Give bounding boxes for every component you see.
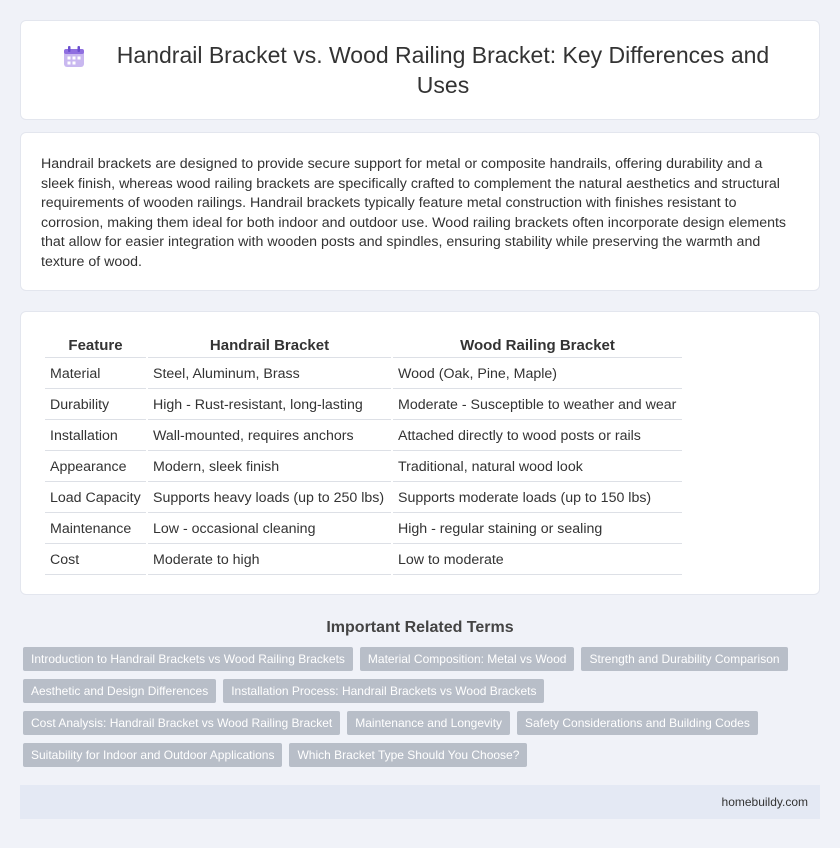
feature-cell: Appearance (45, 453, 146, 482)
table-row (45, 391, 682, 420)
handrail-cell: Steel, Aluminum, Brass (148, 360, 391, 389)
feature-cell: Material (45, 360, 146, 389)
related-term-tag[interactable]: Material Composition: Metal vs Wood (360, 647, 575, 671)
handrail-cell: Modern, sleek finish (148, 453, 391, 482)
wood-cell: Attached directly to wood posts or rails (393, 422, 682, 451)
feature-cell: Durability (45, 391, 146, 420)
table-row (45, 546, 682, 575)
table-row (45, 360, 682, 389)
wood-cell: Supports moderate loads (up to 150 lbs) (393, 484, 682, 513)
wood-cell: Traditional, natural wood look (393, 453, 682, 482)
title-card (20, 20, 820, 120)
related-term-tag[interactable]: Which Bracket Type Should You Choose? (289, 743, 527, 767)
handrail-cell: High - Rust-resistant, long-lasting (148, 391, 391, 420)
wood-cell: Low to moderate (393, 546, 682, 575)
related-term-tag[interactable]: Installation Process: Handrail Brackets vs Wood Brackets (223, 679, 544, 703)
handrail-cell: Moderate to high (148, 546, 391, 575)
related-terms-title: Important Related Terms (326, 619, 514, 636)
intro-card (20, 132, 820, 291)
title-wrap (61, 40, 779, 100)
related-term-tag[interactable]: Safety Considerations and Building Codes (517, 711, 758, 735)
wood-cell: High - regular staining or sealing (393, 515, 682, 544)
feature-cell: Cost (45, 546, 146, 575)
related-terms-list (20, 647, 820, 775)
table-header-row (45, 332, 682, 358)
wood-cell: Moderate - Susceptible to weather and wear (393, 391, 682, 420)
footer (20, 785, 820, 819)
handrail-cell: Low - occasional cleaning (148, 515, 391, 544)
comparison-table (43, 330, 684, 577)
page-title: Handrail Bracket vs. Wood Railing Bracket: Key Differences and Uses (116, 42, 770, 98)
feature-cell: Installation (45, 422, 146, 451)
header-wood-railing-bracket: Wood Railing Bracket (393, 332, 682, 358)
handrail-cell: Wall-mounted, requires anchors (148, 422, 391, 451)
related-term-tag[interactable]: Strength and Durability Comparison (581, 647, 787, 671)
table-row (45, 422, 682, 451)
feature-cell: Maintenance (45, 515, 146, 544)
handrail-cell: Supports heavy loads (up to 250 lbs) (148, 484, 391, 513)
related-term-tag[interactable]: Aesthetic and Design Differences (23, 679, 216, 703)
related-term-tag[interactable]: Cost Analysis: Handrail Bracket vs Wood Railing Bracket (23, 711, 340, 735)
related-term-tag[interactable]: Maintenance and Longevity (347, 711, 510, 735)
comparison-table-card (20, 311, 820, 595)
header-handrail-bracket: Handrail Bracket (148, 332, 391, 358)
related-term-tag[interactable]: Suitability for Indoor and Outdoor Applications (23, 743, 282, 767)
calendar-icon (61, 44, 87, 70)
table-row (45, 515, 682, 544)
table-row (45, 484, 682, 513)
header-feature: Feature (45, 332, 146, 358)
feature-cell: Load Capacity (45, 484, 146, 513)
table-row (45, 453, 682, 482)
footer-site-name: homebuildy.com (721, 795, 808, 809)
related-term-tag[interactable]: Introduction to Handrail Brackets vs Wood Railing Brackets (23, 647, 353, 671)
wood-cell: Wood (Oak, Pine, Maple) (393, 360, 682, 389)
intro-paragraph: Handrail brackets are designed to provide secure support for metal or composite handrails, offering durability and a sleek finish, whereas wood railing brackets are specifically crafted to complement the natural aesthetics and structural requirements of wooden railings. Handrail brackets typically feature metal construction with finishes resistant to corrosion, making them ideal for both indoor and outdoor use. Wood railing brackets often incorporate design elements that allow for easier integration with wooden posts and spindles, ensuring stability while preserving the warmth and texture of wood. (41, 156, 787, 270)
